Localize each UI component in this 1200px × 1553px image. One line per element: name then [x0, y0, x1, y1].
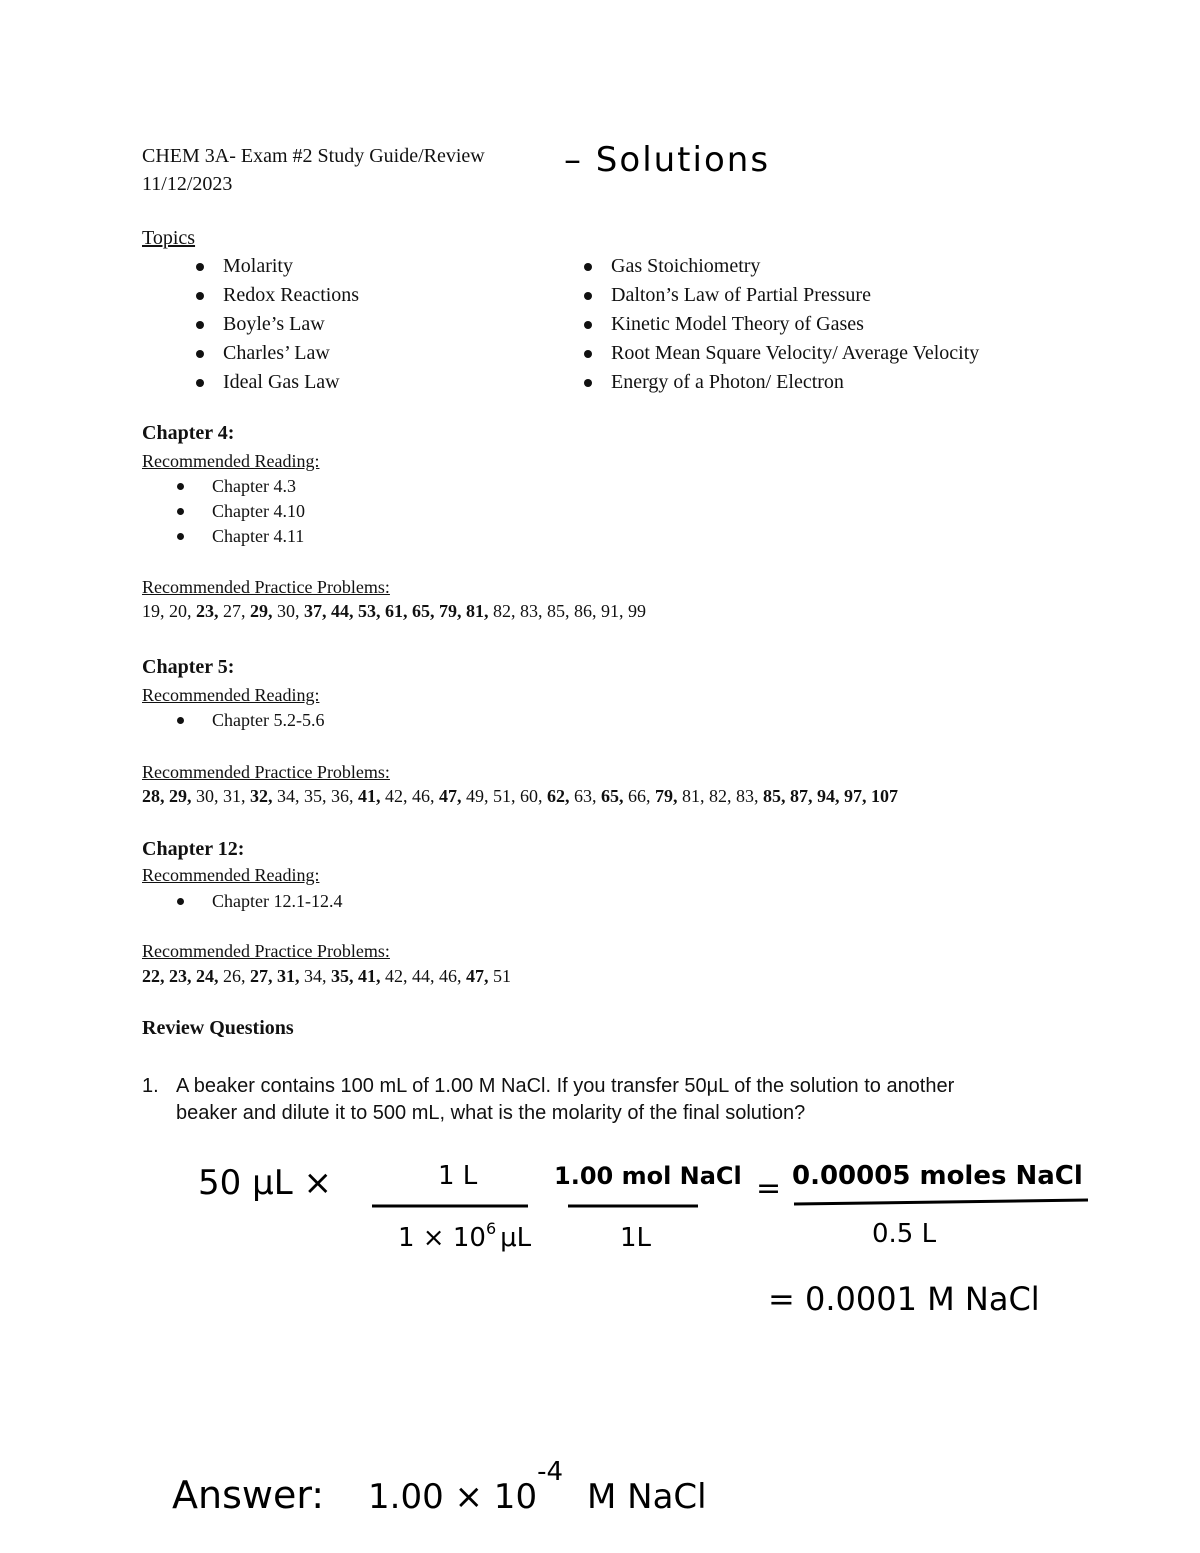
problem-number: 46	[439, 966, 457, 986]
problem-separator: ,	[295, 786, 304, 806]
problem-number: 83	[520, 601, 538, 621]
work-start: 50 μL ×	[198, 1163, 332, 1203]
problem-separator: ,	[295, 966, 304, 986]
problem-separator: ,	[241, 601, 250, 621]
problem-number: 81	[682, 786, 700, 806]
handwritten-solutions: – Solutions	[564, 140, 771, 180]
problem-number: 31	[223, 786, 241, 806]
problem-separator: ,	[322, 786, 331, 806]
problem-separator: ,	[187, 966, 196, 986]
problem-separator: ,	[403, 786, 412, 806]
reading-label: Recommended Reading:	[142, 451, 320, 471]
problem-number: 107	[871, 786, 898, 806]
problem-number: 42	[385, 786, 403, 806]
problem-separator: ,	[403, 966, 412, 986]
problem-number: 24	[196, 966, 214, 986]
problem-number: 35	[304, 786, 322, 806]
problem-number: 65	[412, 601, 430, 621]
problem-separator: ,	[835, 786, 844, 806]
topic-item: Boyle’s Law	[142, 310, 359, 339]
document-date: 11/12/2023	[142, 173, 233, 195]
reading-item: Chapter 4.10	[142, 499, 305, 524]
problem-separator: ,	[403, 601, 412, 621]
problem-number: 79	[439, 601, 457, 621]
problem-separator: ,	[430, 786, 439, 806]
problem-separator: ,	[592, 786, 601, 806]
reading-label: Recommended Reading:	[142, 865, 320, 885]
problem-separator: ,	[376, 786, 385, 806]
problem-separator: ,	[349, 966, 358, 986]
frac1-numerator: 1 L	[438, 1161, 478, 1191]
reading-item: Chapter 12.1-12.4	[142, 889, 342, 914]
problem-number: 30	[277, 601, 295, 621]
problem-number: 47	[466, 966, 484, 986]
problem-separator: ,	[160, 786, 169, 806]
problem-separator: ,	[430, 601, 439, 621]
problem-number: 94	[817, 786, 835, 806]
problem-number: 91	[601, 601, 619, 621]
problem-separator: ,	[241, 966, 250, 986]
problem-number: 35	[331, 966, 349, 986]
problem-number: 82	[493, 601, 511, 621]
problem-separator: ,	[538, 786, 547, 806]
problem-number: 87	[790, 786, 808, 806]
problem-separator: ,	[484, 601, 493, 621]
problem-number: 46	[412, 786, 430, 806]
problem-separator: ,	[727, 786, 736, 806]
problem-separator: ,	[268, 786, 277, 806]
problem-separator: ,	[376, 966, 385, 986]
topic-item: Molarity	[142, 252, 359, 281]
problem-number: 51	[493, 786, 511, 806]
problem-separator: ,	[457, 966, 466, 986]
frac2-numerator: 1.00 mol NaCl	[554, 1162, 742, 1190]
problem-separator: ,	[754, 786, 763, 806]
document-title: CHEM 3A- Exam #2 Study Guide/Review	[142, 145, 485, 167]
problem-number: 31	[277, 966, 295, 986]
practice-label: Recommended Practice Problems:	[142, 941, 390, 961]
chapter-heading: Chapter 12:	[142, 838, 245, 860]
problem-separator: ,	[700, 786, 709, 806]
reading-item: Chapter 4.3	[142, 474, 305, 499]
problem-separator: ,	[619, 601, 628, 621]
topic-item: Redox Reactions	[142, 281, 359, 310]
problem-number: 41	[358, 786, 376, 806]
problem-number: 83	[736, 786, 754, 806]
problem-number: 97	[844, 786, 862, 806]
problem-separator: ,	[214, 786, 223, 806]
problem-number: 32	[250, 786, 268, 806]
problem-separator: ,	[538, 601, 547, 621]
problem-number: 41	[358, 966, 376, 986]
problem-number: 19	[142, 601, 160, 621]
problem-number: 60	[520, 786, 538, 806]
problem-separator: ,	[241, 786, 250, 806]
problem-separator: ,	[457, 601, 466, 621]
topic-item: Dalton’s Law of Partial Pressure	[530, 281, 979, 310]
problem-separator: ,	[430, 966, 439, 986]
problem-separator: ,	[349, 786, 358, 806]
question-text-line1: A beaker contains 100 mL of 1.00 M NaCl. If you transfer 50μL of the solution to another	[176, 1075, 955, 1097]
problem-number: 99	[628, 601, 646, 621]
frac2-denominator: 1L	[620, 1223, 652, 1253]
problem-separator: ,	[214, 966, 223, 986]
problem-number: 44	[331, 601, 349, 621]
problem-number: 29	[169, 786, 187, 806]
problem-number: 85	[547, 601, 565, 621]
problem-number: 42	[385, 966, 403, 986]
topic-item: Charles’ Law	[142, 339, 359, 368]
problem-separator: ,	[268, 601, 277, 621]
chapter-heading: Chapter 5:	[142, 656, 235, 678]
topic-item: Gas Stoichiometry	[530, 252, 979, 281]
problem-number: 37	[304, 601, 322, 621]
problem-separator: ,	[511, 601, 520, 621]
problem-separator: ,	[592, 601, 601, 621]
problem-separator: ,	[457, 786, 466, 806]
problem-separator: ,	[349, 601, 358, 621]
problem-separator: ,	[268, 966, 277, 986]
answer-value: $1.00 \times 10^{-4}M$ NaCl	[368, 1457, 707, 1517]
problem-number: 63	[574, 786, 592, 806]
problem-separator: ,	[511, 786, 520, 806]
problem-separator: ,	[187, 601, 196, 621]
question-text-line2: beaker and dilute it to 500 mL, what is the molarity of the final solution?	[176, 1102, 806, 1124]
problem-number: 81	[466, 601, 484, 621]
problem-separator: ,	[781, 786, 790, 806]
frac3-denominator: 0.5 L	[872, 1219, 937, 1249]
topic-item: Energy of a Photon/ Electron	[530, 368, 979, 397]
problem-number: 30	[196, 786, 214, 806]
problem-number: 65	[601, 786, 619, 806]
problem-number: 47	[439, 786, 457, 806]
problem-number: 34	[304, 966, 322, 986]
problem-separator: ,	[484, 966, 493, 986]
problem-number: 62	[547, 786, 565, 806]
problem-number: 82	[709, 786, 727, 806]
result-line: = 0.0001 M NaCl	[768, 1280, 1040, 1318]
problem-number: 20	[169, 601, 187, 621]
problem-number: 27	[223, 601, 241, 621]
problem-separator: ,	[295, 601, 304, 621]
reading-item: Chapter 5.2-5.6	[142, 708, 324, 733]
equals-sign: =	[756, 1171, 782, 1206]
practice-label: Recommended Practice Problems:	[142, 577, 390, 597]
problem-separator: ,	[565, 786, 574, 806]
problem-separator: ,	[484, 786, 493, 806]
problem-separator: ,	[619, 786, 628, 806]
frac1-denominator: $1 \times 10^6$ μL	[398, 1219, 532, 1253]
problem-separator: ,	[376, 601, 385, 621]
problem-number: 26	[223, 966, 241, 986]
problem-number: 85	[763, 786, 781, 806]
problem-number: 66	[628, 786, 646, 806]
problem-number: 27	[250, 966, 268, 986]
problem-number: 44	[412, 966, 430, 986]
problem-number: 23	[196, 601, 214, 621]
question-number: 1.	[142, 1075, 159, 1097]
problem-number: 86	[574, 601, 592, 621]
reading-label: Recommended Reading:	[142, 685, 320, 705]
problem-separator: ,	[322, 966, 331, 986]
frac3-bar	[794, 1200, 1088, 1204]
review-heading: Review Questions	[142, 1017, 294, 1039]
topic-item: Kinetic Model Theory of Gases	[530, 310, 979, 339]
reading-item: Chapter 4.11	[142, 524, 305, 549]
problem-separator: ,	[565, 601, 574, 621]
problem-separator: ,	[322, 601, 331, 621]
answer-label: Answer:	[172, 1473, 325, 1517]
problem-number: 51	[493, 966, 511, 986]
problem-separator: ,	[862, 786, 871, 806]
problem-separator: ,	[673, 786, 682, 806]
problem-number: 23	[169, 966, 187, 986]
frac3-numerator: 0.00005 moles NaCl	[792, 1161, 1083, 1191]
topics-label: Topics	[142, 227, 196, 249]
problem-separator: ,	[187, 786, 196, 806]
problem-number: 53	[358, 601, 376, 621]
problem-separator: ,	[808, 786, 817, 806]
topic-item: Root Mean Square Velocity/ Average Velocity	[530, 339, 979, 368]
chapter-heading: Chapter 4:	[142, 422, 235, 444]
problem-number: 79	[655, 786, 673, 806]
problem-number: 49	[466, 786, 484, 806]
problem-number: 29	[250, 601, 268, 621]
problem-separator: ,	[160, 601, 169, 621]
practice-label: Recommended Practice Problems:	[142, 762, 390, 782]
problem-separator: ,	[646, 786, 655, 806]
problem-number: 22	[142, 966, 160, 986]
problem-number: 34	[277, 786, 295, 806]
topic-item: Ideal Gas Law	[142, 368, 359, 397]
problem-number: 36	[331, 786, 349, 806]
problem-number: 61	[385, 601, 403, 621]
problem-separator: ,	[214, 601, 223, 621]
problem-separator: ,	[160, 966, 169, 986]
problem-number: 28	[142, 786, 160, 806]
